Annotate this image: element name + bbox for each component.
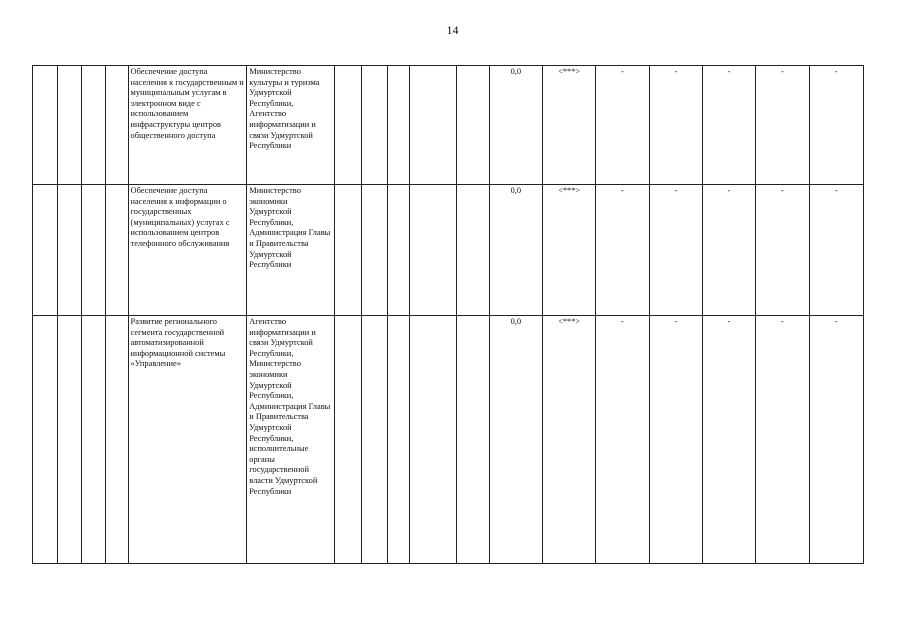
value-cell: - xyxy=(596,316,649,564)
measure-executor: Министерство экономики Удмуртской Республики, Администрация Главы и Правительства Удмуртской Республики xyxy=(247,185,335,316)
value-cell: - xyxy=(756,316,809,564)
mark-cell: <***> xyxy=(542,66,595,185)
value-cell: - xyxy=(809,316,863,564)
value-cell: - xyxy=(649,316,702,564)
measure-executor: Агентство информатизации и связи Удмуртской Республики, Министерство экономики Удмуртской Республики, Администрация Главы и Правительства Удмуртской Республики, исполнительные органы государственной власти Удмуртской Республики xyxy=(247,316,335,564)
value-cell: - xyxy=(756,66,809,185)
table-row xyxy=(33,185,864,316)
value-cell: - xyxy=(649,66,702,185)
amount-cell: 0,0 xyxy=(489,185,542,316)
measure-name: Обеспечение доступа населения к государственным и муниципальным услугам в электронном виде с использованием инфраструктуры центров общественного доступа xyxy=(128,66,247,185)
measure-name: Развитие регионального сегмента государственной автоматизированной информационной системы «Управление» xyxy=(128,316,247,564)
value-cell: - xyxy=(702,185,755,316)
value-cell: - xyxy=(702,316,755,564)
measure-executor: Министерство культуры и туризма Удмуртской Республики, Агентство информатизации и связи Удмуртской Республики xyxy=(247,66,335,185)
value-cell: - xyxy=(702,66,755,185)
mark-cell: <***> xyxy=(542,316,595,564)
value-cell: - xyxy=(596,185,649,316)
page-number: 14 xyxy=(446,23,459,37)
amount-cell: 0,0 xyxy=(489,66,542,185)
amount-cell: 0,0 xyxy=(489,316,542,564)
value-cell: - xyxy=(596,66,649,185)
mark-cell: <***> xyxy=(542,185,595,316)
program-table xyxy=(32,65,864,564)
table-row xyxy=(33,66,864,185)
value-cell: - xyxy=(809,185,863,316)
value-cell: - xyxy=(809,66,863,185)
value-cell: - xyxy=(756,185,809,316)
measure-name: Обеспечение доступа населения к информации о государственных (муниципальных) услугах с использованием центров телефонного обслуживания xyxy=(128,185,247,316)
table-row xyxy=(33,316,864,564)
value-cell: - xyxy=(649,185,702,316)
